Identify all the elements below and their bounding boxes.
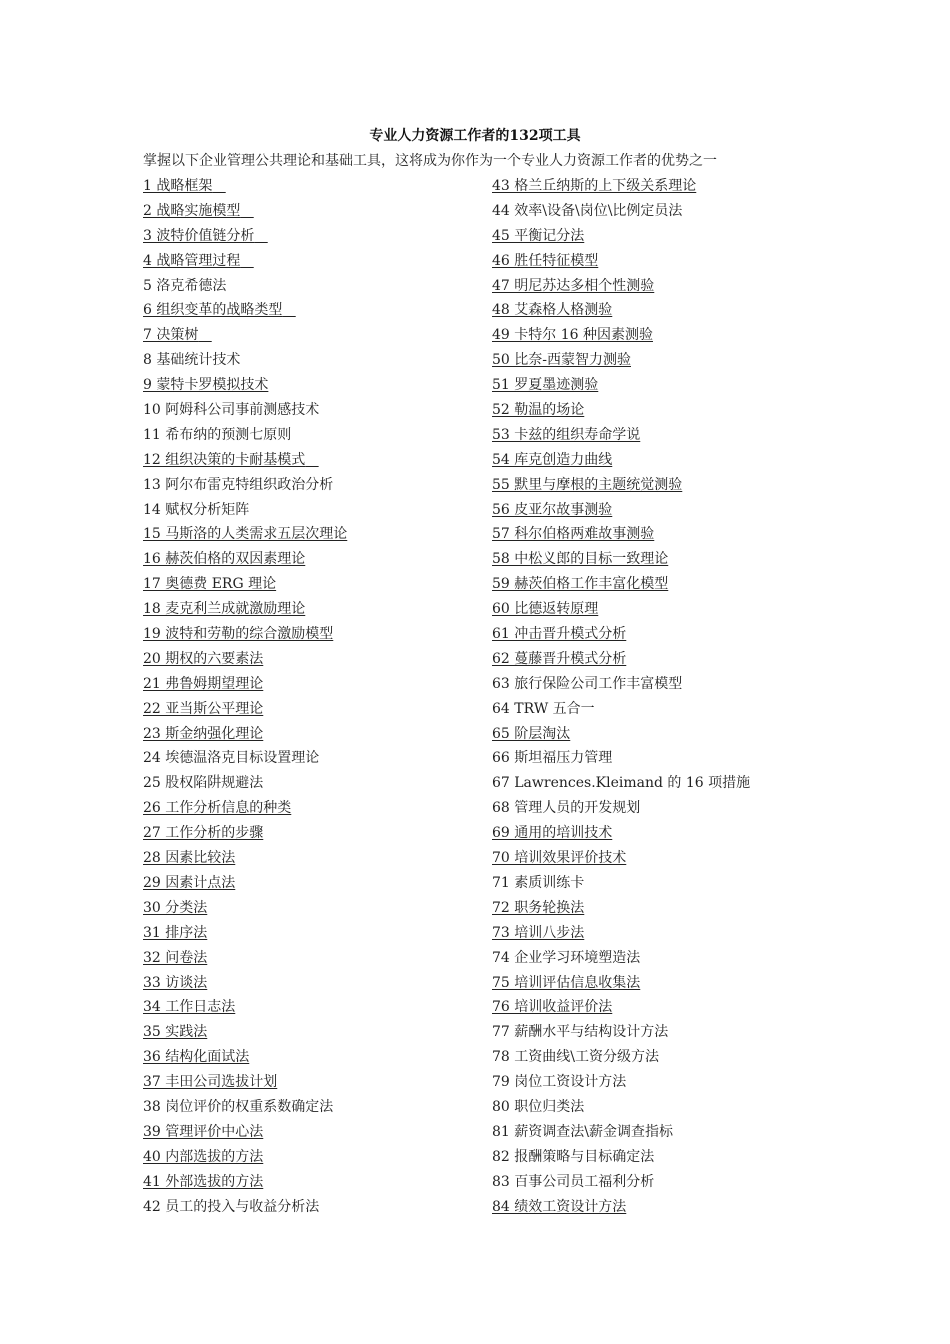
tool-link[interactable]: 23 斯金纳强化理论: [143, 725, 264, 742]
list-item: [492, 948, 812, 973]
list-item: [143, 1022, 483, 1047]
tool-label: 38 岗位评价的权重系数确定法: [143, 1098, 334, 1115]
list-item: [492, 624, 812, 649]
list-item: [143, 450, 483, 475]
list-item: [492, 997, 812, 1022]
list-item: [143, 1072, 483, 1097]
tool-link[interactable]: 6 组织变革的战略类型: [143, 302, 283, 319]
list-item: [143, 898, 483, 923]
tool-link[interactable]: 72 职务轮换法: [492, 899, 585, 916]
tool-link[interactable]: 29 因素计点法: [143, 874, 236, 891]
tool-label: 64 TRW 五合一: [492, 700, 595, 717]
tool-link[interactable]: 45 平衡记分法: [492, 227, 585, 244]
tool-link[interactable]: 7 决策树: [143, 327, 199, 344]
tool-link[interactable]: 60 比德返转原理: [492, 601, 599, 618]
tool-label: 77 薪酬水平与结构设计方法: [492, 1024, 669, 1041]
tool-link[interactable]: 41 外部选拔的方法: [143, 1173, 264, 1190]
tool-link[interactable]: 51 罗夏墨迹测验: [492, 377, 599, 394]
list-item: [143, 848, 483, 873]
list-item: [143, 1147, 483, 1172]
tool-link[interactable]: 57 科尔伯格两难故事测验: [492, 526, 655, 543]
list-item: [492, 500, 812, 525]
list-item: [492, 923, 812, 948]
tool-link[interactable]: 32 问卷法: [143, 949, 208, 966]
list-item: [143, 1172, 483, 1197]
tool-link[interactable]: 20 期权的六要素法: [143, 650, 264, 667]
tool-label: 82 报酬策略与目标确定法: [492, 1148, 655, 1165]
tool-link[interactable]: 27 工作分析的步骤: [143, 825, 264, 842]
list-item: [143, 276, 483, 301]
tool-label: 80 职位归类法: [492, 1098, 585, 1115]
list-item: [492, 1197, 812, 1222]
list-item: [492, 973, 812, 998]
list-item: [492, 1047, 812, 1072]
list-item: [143, 873, 483, 898]
list-item: [492, 1097, 812, 1122]
tool-link[interactable]: 22 亚当斯公平理论: [143, 700, 264, 717]
tool-label: 79 岗位工资设计方法: [492, 1074, 627, 1091]
tool-link[interactable]: 62 蔓藤晋升模式分析: [492, 650, 627, 667]
list-item: [143, 699, 483, 724]
link-trailing-space[interactable]: [305, 452, 318, 468]
list-item: [143, 500, 483, 525]
tool-link[interactable]: 1 战略框架: [143, 178, 213, 194]
tool-label: 74 企业学习环境塑造法: [492, 949, 641, 966]
list-item: [143, 1122, 483, 1147]
tool-label: 71 素质训练卡: [492, 874, 585, 891]
tool-label: 67 Lawrences.Kleimand 的 16 项措施: [492, 775, 751, 792]
tool-label: 11 希布纳的预测七原则: [143, 426, 292, 443]
list-item: [492, 1122, 812, 1147]
list-item: [492, 375, 812, 400]
tool-link[interactable]: 65 阶层淘汰: [492, 725, 571, 742]
list-item: [143, 1197, 483, 1222]
list-item: [492, 549, 812, 574]
list-item: [492, 798, 812, 823]
list-item: [143, 599, 483, 624]
tool-link[interactable]: 31 排序法: [143, 924, 208, 941]
tool-link[interactable]: 4 战略管理过程: [143, 252, 241, 269]
list-item: [492, 400, 812, 425]
list-item: [492, 873, 812, 898]
tool-link[interactable]: 18 麦克利兰成就激励理论: [143, 601, 306, 618]
tool-label: 10 阿姆科公司事前测感技术: [143, 402, 320, 419]
list-item: [143, 176, 483, 201]
list-item: [492, 251, 812, 276]
tool-label: 25 股权陷阱规避法: [143, 775, 264, 792]
list-item: [492, 325, 812, 350]
list-item: [492, 649, 812, 674]
tool-link[interactable]: 49 卡特尔 16 种因素测验: [492, 327, 653, 344]
tool-label: 83 百事公司员工福利分析: [492, 1173, 655, 1190]
link-trailing-space[interactable]: [212, 178, 225, 194]
tool-link[interactable]: 55 默里与摩根的主题统觉测验: [492, 476, 683, 493]
tool-label: 24 埃德温洛克目标设置理论: [143, 750, 320, 767]
tool-label: 78 工资曲线\工资分级方法: [492, 1049, 659, 1066]
tool-link[interactable]: 19 波特和劳勒的综合激励模型: [143, 626, 334, 643]
tool-link[interactable]: 2 战略实施模型: [143, 202, 241, 219]
tool-link[interactable]: 70 培训效果评价技术: [492, 850, 627, 867]
link-trailing-space[interactable]: [198, 327, 211, 343]
list-item: [143, 300, 483, 325]
tool-link[interactable]: 76 培训收益评价法: [492, 999, 613, 1016]
tool-link[interactable]: 3 波特价值链分析: [143, 227, 255, 244]
tool-label: 81 薪资调查法\薪金调查指标: [492, 1123, 673, 1140]
list-item: [492, 674, 812, 699]
list-item: [143, 624, 483, 649]
list-item: [143, 748, 483, 773]
tool-label: 63 旅行保险公司工作丰富模型: [492, 675, 683, 692]
tool-link[interactable]: 39 管理评价中心法: [143, 1123, 264, 1140]
list-item: [143, 1097, 483, 1122]
list-item: [492, 599, 812, 624]
tool-link[interactable]: 34 工作日志法: [143, 999, 236, 1016]
list-item: [492, 226, 812, 251]
tool-label: 68 管理人员的开发规划: [492, 800, 641, 817]
list-item: [143, 226, 483, 251]
tool-link[interactable]: 61 冲击晋升模式分析: [492, 626, 627, 643]
list-item: [143, 251, 483, 276]
tool-link[interactable]: 40 内部选拔的方法: [143, 1148, 264, 1165]
list-item: [143, 674, 483, 699]
tool-label: 66 斯坦福压力管理: [492, 750, 613, 767]
list-item: [492, 823, 812, 848]
tool-link[interactable]: 28 因素比较法: [143, 850, 236, 867]
list-item: [492, 748, 812, 773]
list-item: [143, 823, 483, 848]
tool-link[interactable]: 50 比奈-西蒙智力测验: [492, 352, 631, 369]
list-item: [143, 425, 483, 450]
tool-link[interactable]: 47 明尼苏达多相个性测验: [492, 277, 655, 294]
list-item: [143, 923, 483, 948]
tool-link[interactable]: 53 卡兹的组织寿命学说: [492, 426, 641, 443]
tool-link[interactable]: 37 丰田公司选拔计划: [143, 1074, 278, 1091]
tool-link[interactable]: 56 皮亚尔故事测验: [492, 501, 613, 518]
link-trailing-space[interactable]: [282, 302, 295, 318]
tool-label: 42 员工的投入与收益分析法: [143, 1198, 320, 1215]
tool-link[interactable]: 84 绩效工资设计方法: [492, 1198, 627, 1215]
tool-label: 14 赋权分析矩阵: [143, 501, 250, 518]
tool-link[interactable]: 54 库克创造力曲线: [492, 451, 613, 468]
tool-link[interactable]: 9 蒙特卡罗模拟技术: [143, 377, 269, 394]
tool-list-right: [492, 176, 812, 1221]
list-item: [143, 973, 483, 998]
list-item: [492, 201, 812, 226]
tool-link[interactable]: 21 弗鲁姆期望理论: [143, 675, 264, 692]
list-item: [143, 649, 483, 674]
list-item: [492, 475, 812, 500]
list-item: [492, 574, 812, 599]
list-item: [143, 350, 483, 375]
document-intro: 掌握以下企业管理公共理论和基础工具，这将成为你作为一个专业人力资源工作者的优势之一: [143, 153, 717, 169]
list-item: [492, 1147, 812, 1172]
list-item: [143, 475, 483, 500]
list-item: [143, 574, 483, 599]
tool-link[interactable]: 12 组织决策的卡耐基模式: [143, 451, 306, 468]
tool-label: 13 阿尔布雷克特组织政治分析: [143, 476, 334, 493]
link-trailing-space[interactable]: [240, 253, 253, 269]
tool-link[interactable]: 30 分类法: [143, 899, 208, 916]
list-item: [143, 1047, 483, 1072]
list-item: [492, 724, 812, 749]
tool-link[interactable]: 36 结构化面试法: [143, 1049, 250, 1066]
list-item: [492, 773, 812, 798]
tool-link[interactable]: 73 培训八步法: [492, 924, 585, 941]
list-item: [143, 400, 483, 425]
list-item: [492, 699, 812, 724]
tool-link[interactable]: 46 胜任特征模型: [492, 252, 599, 269]
list-item: [143, 997, 483, 1022]
list-item: [143, 375, 483, 400]
list-item: [143, 549, 483, 574]
list-item: [143, 798, 483, 823]
list-item: [492, 898, 812, 923]
tool-label: 8 基础统计技术: [143, 352, 241, 369]
list-item: [492, 1022, 812, 1047]
tool-link[interactable]: 58 中松义郎的目标一致理论: [492, 551, 669, 568]
document-title: 专业人力资源工作者的132项工具: [369, 128, 581, 144]
list-item: [492, 350, 812, 375]
tool-link[interactable]: 17 奥德费 ERG 理论: [143, 576, 277, 593]
tool-link[interactable]: 48 艾森格人格测验: [492, 302, 613, 319]
list-item: [492, 450, 812, 475]
link-trailing-space[interactable]: [240, 203, 253, 219]
tool-link[interactable]: 59 赫茨伯格工作丰富化模型: [492, 576, 669, 593]
list-item: [143, 724, 483, 749]
tool-link[interactable]: 26 工作分析信息的种类: [143, 800, 292, 817]
tool-link[interactable]: 75 培训评估信息收集法: [492, 974, 641, 991]
list-item: [492, 300, 812, 325]
list-item: [143, 524, 483, 549]
tool-link[interactable]: 15 马斯洛的人类需求五层次理论: [143, 526, 348, 543]
link-trailing-space[interactable]: [254, 228, 267, 244]
tool-link[interactable]: 33 访谈法: [143, 974, 208, 991]
tool-link[interactable]: 69 通用的培训技术: [492, 825, 613, 842]
tool-link[interactable]: 52 勒温的场论: [492, 402, 585, 419]
list-item: [492, 1172, 812, 1197]
list-item: [492, 176, 812, 201]
tool-label: 44 效率\设备\岗位\比例定员法: [492, 202, 683, 219]
list-item: [143, 948, 483, 973]
list-item: [492, 1072, 812, 1097]
list-item: [492, 524, 812, 549]
list-item: [492, 848, 812, 873]
list-item: [492, 425, 812, 450]
list-item: [143, 325, 483, 350]
tool-link[interactable]: 43 格兰丘纳斯的上下级关系理论: [492, 178, 697, 194]
list-item: [143, 773, 483, 798]
list-item: [492, 276, 812, 301]
tool-list-left: [143, 176, 483, 1221]
tool-link[interactable]: 35 实践法: [143, 1024, 208, 1041]
tool-link[interactable]: 16 赫茨伯格的双因素理论: [143, 551, 306, 568]
tool-label: 5 洛克希德法: [143, 277, 227, 294]
list-item: [143, 201, 483, 226]
